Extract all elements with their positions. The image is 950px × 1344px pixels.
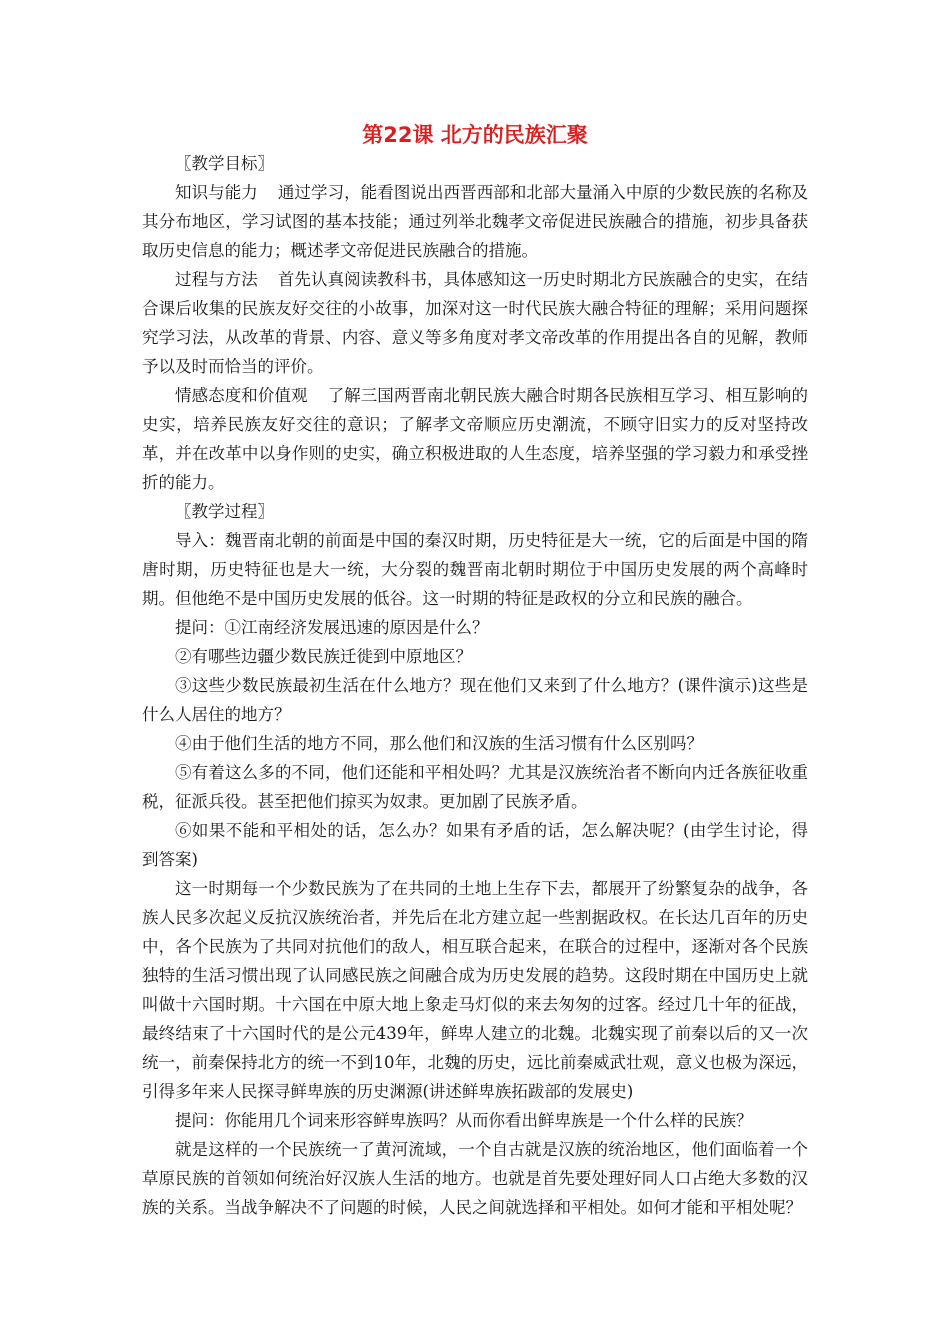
question-6: ⑥如果不能和平相处的话，怎么办？如果有矛盾的话，怎么解决呢？(由学生讨论，得到答案) [142,821,808,869]
intro-paragraph: 导入：魏晋南北朝的前面是中国的秦汉时期，历史特征是大一统，它的后面是中国的隋唐时期，历史特征也是大一统，大分裂的魏晋南北朝时期位于中国历史发展的两个高峰时期。但他绝不是中国历史发展的低谷。这一时期的特征是政权的分立和民族的融合。 [142,531,808,608]
question-2: ②有哪些边疆少数民族迁徙到中原地区？ [175,647,472,666]
question-3: ③这些少数民族最初生活在什么地方？现在他们又来到了什么地方？(课件演示)这些是什么人居住的地方？ [142,676,808,724]
question-5: ⑤有着这么多的不同，他们还能和平相处吗？尤其是汉族统治者不断向内迁各族征收重税，征派兵役。甚至把他们掠买为奴隶。更加剧了民族矛盾。 [142,763,808,811]
narrative-paragraph-2: 就是这样的一个民族统一了黄河流域，一个自古就是汉族的统治地区，他们面临着一个草原民族的首领如何统治好汉族人生活的地方。也就是首先要处理好同人口占绝大多数的汉族的关系。当战争解决不了问题的时候，人民之间就选择和平相处。如何才能和平相处呢？ [142,1140,808,1217]
lesson-title: 第22课 北方的民族汇聚 [362,123,588,147]
objectives-heading: 〖教学目标〗 [175,154,274,173]
objective-text: 了解三国两晋南北朝民族大融合时期各民族相互学习、相互影响的史实，培养民族友好交往的意识；了解孝文帝顺应历史潮流，不顾守旧实力的反对坚持改革，并在改革中以身作则的史实，确立积极进取的人生态度，培养坚强的学习毅力和承受挫折的能力。 [142,386,809,492]
objective-label: 知识与能力 [175,183,258,202]
objective-process [142,265,808,381]
question-4: ④由于他们生活的地方不同，那么他们和汉族的生活习惯有什么区别吗？ [175,734,703,753]
objective-emotion [142,381,808,497]
objective-label: 过程与方法 [175,270,258,289]
question-7: 提问：你能用几个词来形容鲜卑族吗？从而你看出鲜卑族是一个什么样的民族？ [175,1111,753,1130]
objective-text: 首先认真阅读教科书，具体感知这一历史时期北方民族融合的史实，在结合课后收集的民族友好交往的小故事，加深对这一时代民族大融合特征的理解；采用问题探究学习法，从改革的背景、内容、意义等多角度对孝文帝改革的作用提出各自的见解，教师予以及时而恰当的评价。 [142,270,809,376]
narrative-paragraph-1: 这一时期每一个少数民族为了在共同的土地上生存下去，都展开了纷繁复杂的战争，各族人民多次起义反抗汉族统治者，并先后在北方建立起一些割据政权。在长达几百年的历史中，各个民族为了共同对抗他们的敌人，相互联合起来，在联合的过程中，逐渐对各个民族独特的生活习惯出现了认同感民族之间融合成为历史发展的趋势。这段时期在中国历史上就叫做十六国时期。十六国在中原大地上象走马灯似的来去匆匆的过客。经过几十年的征战，最终结束了十六国时代的是公元439年，鲜卑人建立的北魏。北魏实现了前秦以后的又一次统一，前秦保持北方的统一不到10年，北魏的历史，远比前秦威武壮观，意义也极为深远，引得多年来人民探寻鲜卑族的历史渊源(讲述鲜卑族拓跋部的发展史) [142,879,808,1101]
objective-label: 情感态度和价值观 [175,386,308,405]
objective-text: 通过学习，能看图说出西晋西部和北部大量涌入中原的少数民族的名称及其分布地区，学习试图的基本技能；通过列举北魏孝文帝促进民族融合的措施，初步具备获取历史信息的能力；概述孝文帝促进民族融合的措施。 [142,183,809,260]
question-1: 提问：①江南经济发展迅速的原因是什么？ [175,618,489,637]
process-heading: 〖教学过程〗 [175,502,274,521]
lesson-content [142,149,808,1222]
objective-knowledge [142,178,808,265]
